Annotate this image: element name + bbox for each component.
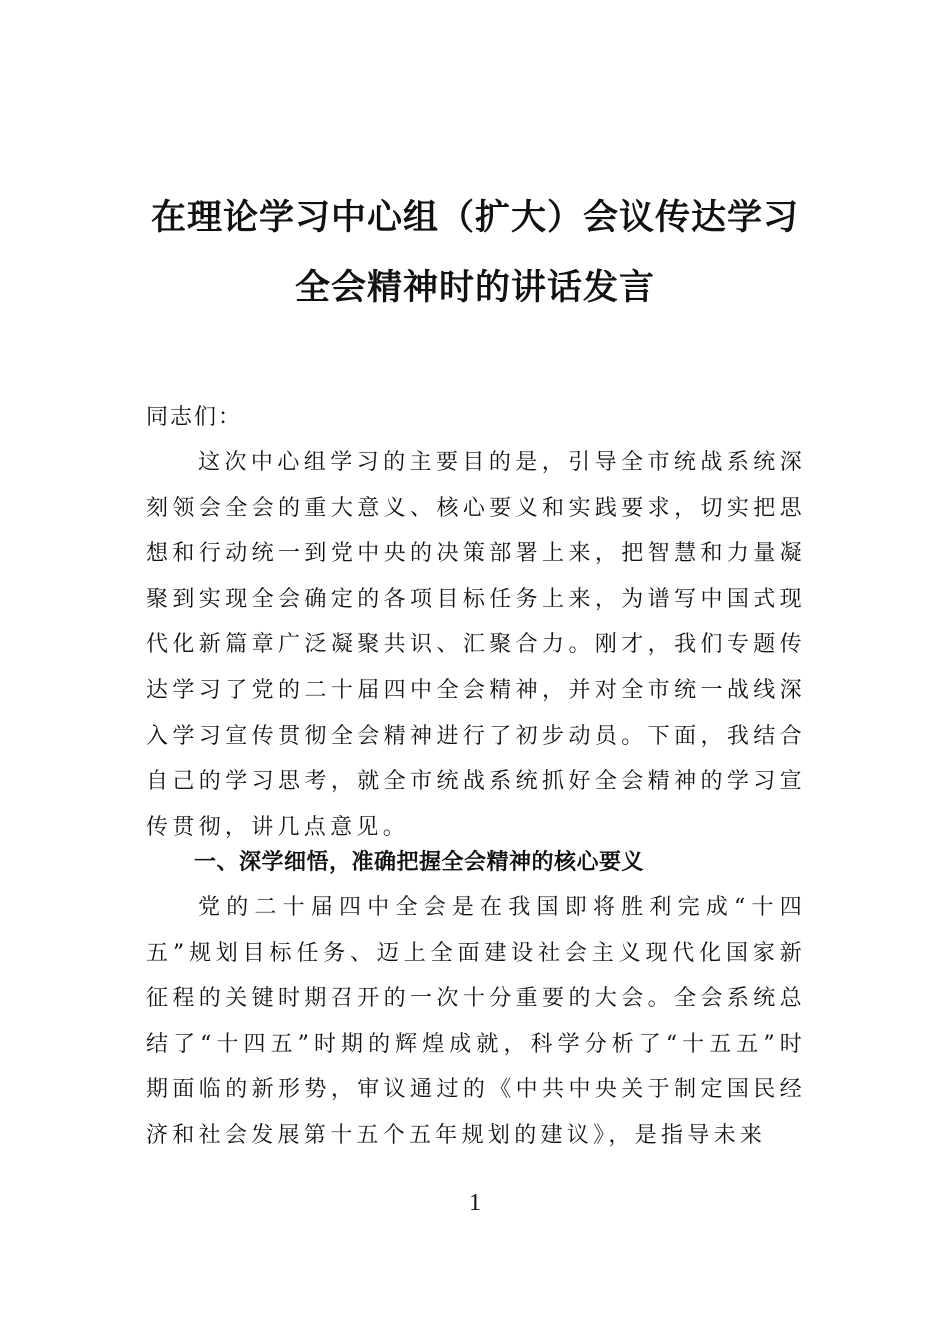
body-paragraph-2: 党的二十届四中全会是在我国即将胜利完成“十四五”规划目标任务、迈上全面建设社会主义现代化国家新征程的关键时期召开的一次十分重要的大会。全会系统总结了“十四五”时期的辉煌成就，科学分析了“十五五”时期面临的新形势，审议通过的《中共中央关于制定国民经济和社会发展第十五个五年规划的建议》，是指导未来 [146,895,806,1148]
document-title-line-1: 在理论学习中心组（扩大）会议传达学习 [150,197,799,238]
greeting: 同志们： [146,405,243,430]
body-paragraph-1: 这次中心组学习的主要目的是，引导全市统战系统深刻领会全会的重大意义、核心要义和实践要求，切实把思想和行动统一到党中央的决策部署上来，把智慧和力量凝聚到实现全会确定的各项目标任务上来，为谱写中国式现代化新篇章广泛凝聚共识、汇聚合力。刚才，我们专题传达学习了党的二十届四中全会精神，并对全市统一战线深入学习宣传贯彻全会精神进行了初步动员。下面，我结合自己的学习思考，就全市统战系统抓好全会精神的学习宣传贯彻，讲几点意见。 [146,450,806,840]
page-number: 1 [469,1190,481,1216]
section-heading-1: 一、深学细悟，准确把握全会精神的核心要义 [194,850,645,875]
document-title-line-2: 全会精神时的讲话发言 [294,267,655,308]
